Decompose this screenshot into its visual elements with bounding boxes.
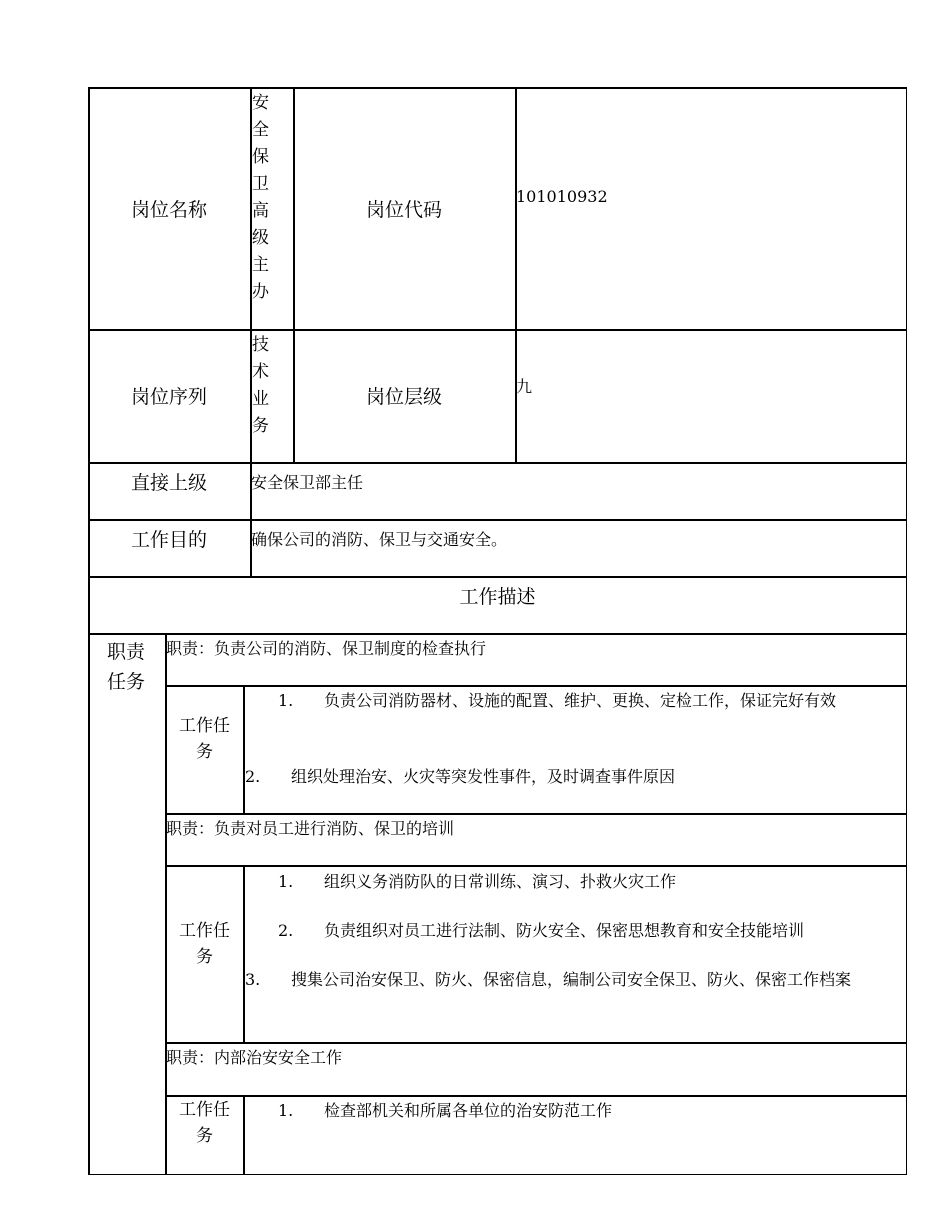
duty-title: 职责：负责公司的消防、保卫制度的检查执行 bbox=[166, 639, 487, 658]
task-text: 负责公司消防器材、设施的配置、维护、更换、定检工作，保证完好有效 bbox=[324, 691, 837, 710]
post-level-value: 九 bbox=[516, 377, 533, 396]
task-number: 1. bbox=[278, 1101, 294, 1120]
task-number: 2. bbox=[245, 767, 261, 786]
post-series-value-cell bbox=[250, 329, 293, 462]
col-divider bbox=[243, 865, 245, 1042]
task-item bbox=[245, 967, 890, 992]
col-divider bbox=[243, 685, 245, 813]
task-text: 负责组织对员工进行法制、防火安全、保密思想教育和安全技能培训 bbox=[324, 921, 805, 940]
row-divider bbox=[165, 1042, 907, 1044]
duties-label bbox=[104, 637, 148, 697]
post-code-label: 岗位代码 bbox=[365, 198, 442, 221]
duty-title: 职责：内部治安安全工作 bbox=[166, 1048, 343, 1067]
task-label-text: 工作任务 bbox=[179, 1100, 230, 1146]
description-title: 工作描述 bbox=[459, 585, 536, 608]
col-divider bbox=[243, 1095, 245, 1175]
task-number: 1. bbox=[278, 872, 294, 891]
task-label bbox=[166, 918, 243, 970]
post-name-value: 安全保卫高级主办 bbox=[252, 93, 269, 302]
task-label bbox=[166, 1097, 243, 1149]
task-text: 搜集公司治安保卫、防火、保密信息，编制公司安全保卫、防火、保密工作档案 bbox=[291, 970, 852, 989]
task-item bbox=[278, 688, 888, 713]
table-border-bottom bbox=[88, 1174, 907, 1176]
task-number: 3. bbox=[245, 970, 261, 989]
col-divider bbox=[515, 87, 517, 462]
table-border-right bbox=[906, 87, 908, 1175]
row-divider bbox=[165, 813, 907, 815]
row-divider bbox=[88, 633, 907, 635]
task-text: 组织义务消防队的日常训练、演习、扑救火灾工作 bbox=[324, 872, 677, 891]
task-item bbox=[278, 869, 898, 894]
task-text: 组织处理治安、火灾等突发性事件，及时调查事件原因 bbox=[291, 767, 676, 786]
purpose-label: 工作目的 bbox=[130, 528, 207, 551]
post-series-value: 技术业务 bbox=[252, 335, 269, 436]
task-label bbox=[166, 713, 243, 765]
post-name-value-cell bbox=[250, 87, 293, 329]
supervisor-label: 直接上级 bbox=[130, 471, 207, 494]
job-description-table bbox=[88, 87, 907, 1175]
task-number: 1. bbox=[278, 691, 294, 710]
post-series-label: 岗位序列 bbox=[130, 386, 207, 408]
task-item bbox=[245, 764, 895, 789]
duties-label-text: 职责任务 bbox=[106, 641, 145, 693]
purpose-value: 确保公司的消防、保卫与交通安全。 bbox=[251, 530, 508, 549]
task-label-text: 工作任务 bbox=[179, 716, 230, 762]
task-item bbox=[278, 1098, 898, 1123]
post-name-label: 岗位名称 bbox=[130, 198, 207, 221]
row-divider bbox=[165, 1095, 907, 1097]
post-code-value: 101010932 bbox=[516, 187, 608, 206]
task-item bbox=[278, 918, 903, 943]
task-label-text: 工作任务 bbox=[179, 921, 230, 967]
row-divider bbox=[165, 685, 907, 687]
post-level-label: 岗位层级 bbox=[365, 386, 442, 408]
task-number: 2. bbox=[278, 921, 294, 940]
duty-title: 职责：负责对员工进行消防、保卫的培训 bbox=[166, 819, 455, 838]
row-divider bbox=[165, 865, 907, 867]
task-text: 检查部机关和所属各单位的治安防范工作 bbox=[324, 1101, 613, 1120]
supervisor-value: 安全保卫部主任 bbox=[251, 473, 364, 492]
